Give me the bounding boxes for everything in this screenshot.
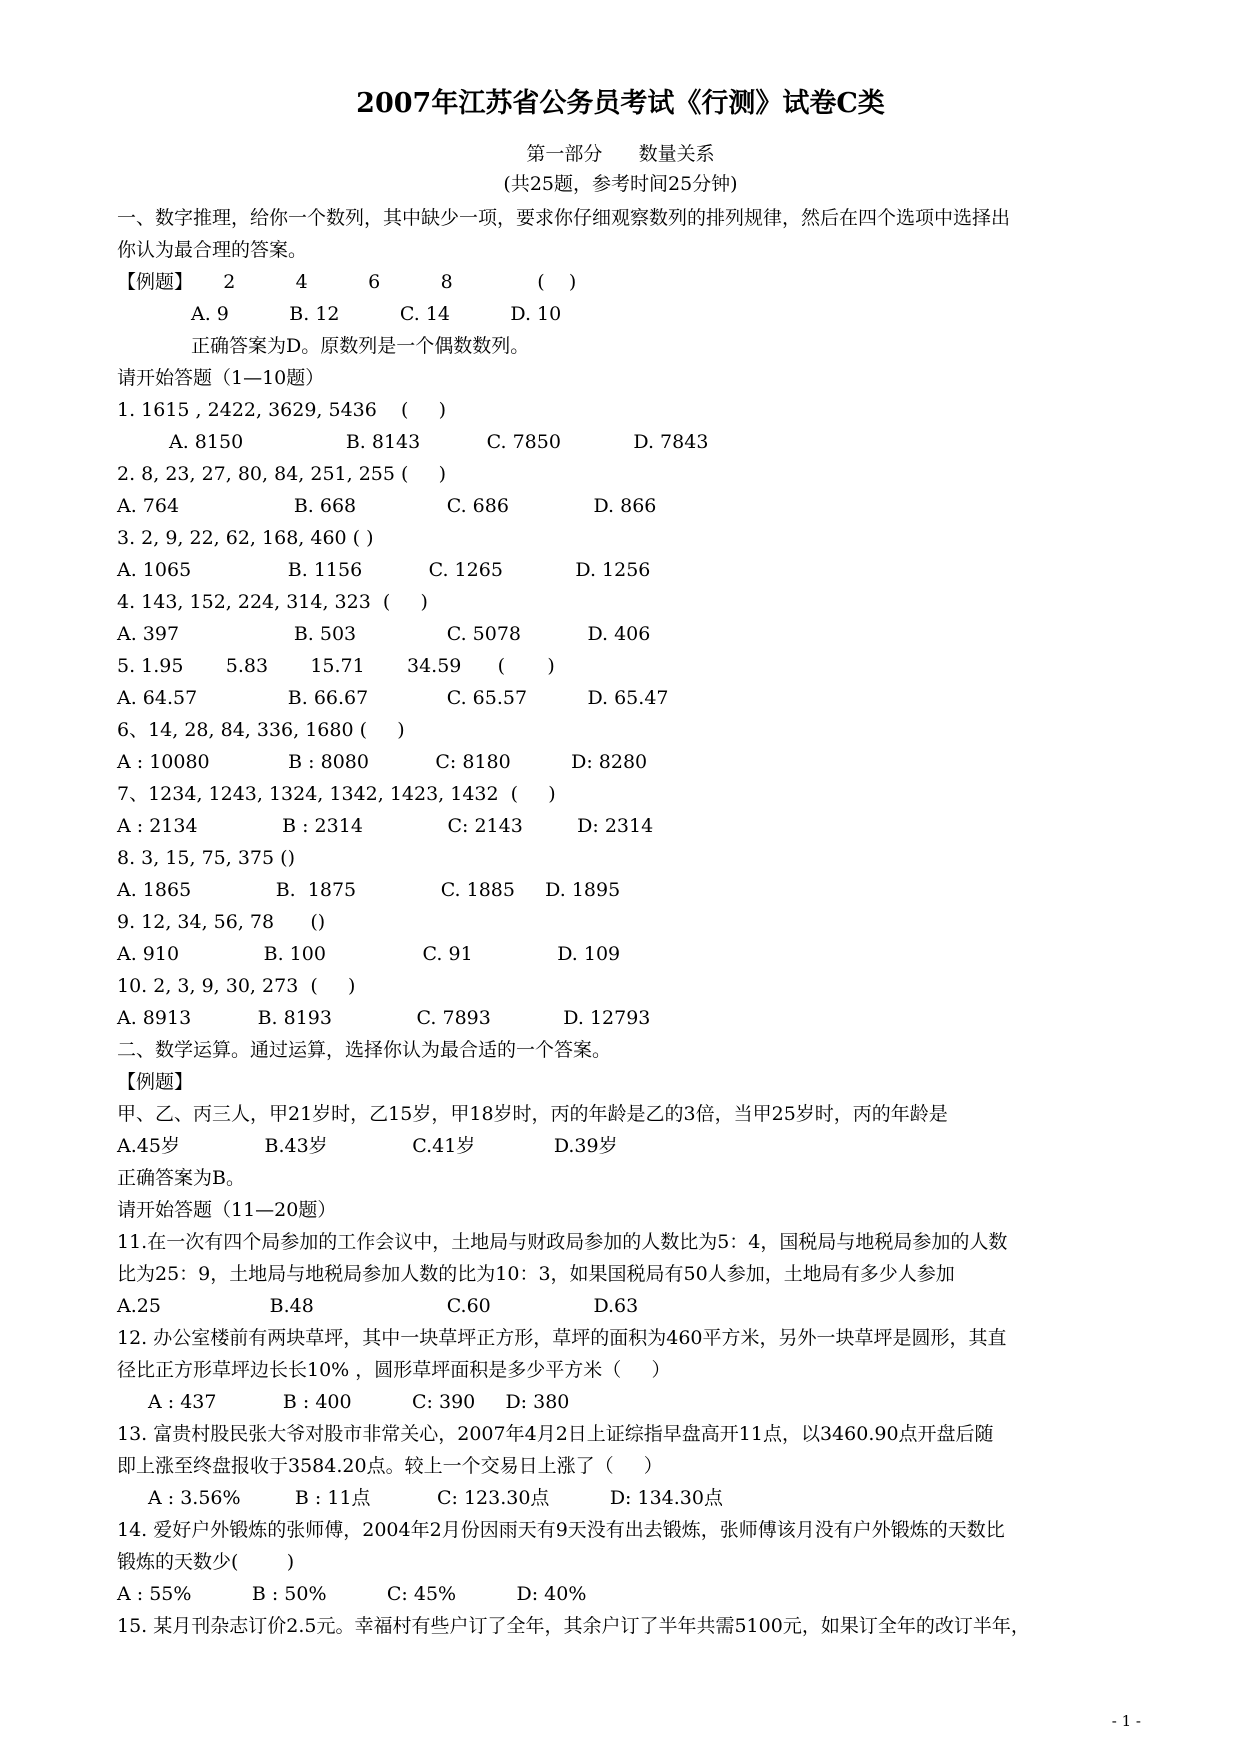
text-line: 4. 143, 152, 224, 314, 323 ( ) (117, 591, 428, 613)
text-line: 9. 12, 34, 56, 78 () (117, 911, 326, 933)
text-line: 一、数字推理，给你一个数列，其中缺少一项，要求你仔细观察数列的排列规律，然后在四个选项中选择出 (117, 207, 1011, 229)
text-line: A. 1065 B. 1156 C. 1265 D. 1256 (117, 559, 651, 581)
text-line: A. 9 B. 12 C. 14 D. 10 (191, 303, 562, 325)
text-line: A. 397 B. 503 C. 5078 D. 406 (117, 623, 651, 645)
text-line: 12. 办公室楼前有两块草坪，其中一块草坪正方形，草坪的面积为460平方米，另外一块草坪是圆形，其直 (117, 1327, 1007, 1349)
text-line: 5. 1.95 5.83 15.71 34.59 ( ) (117, 655, 555, 677)
text-line: 10. 2, 3, 9, 30, 273 ( ) (117, 975, 356, 997)
text-line: A. 764 B. 668 C. 686 D. 866 (117, 495, 657, 517)
text-line: 3. 2, 9, 22, 62, 168, 460 ( ) (117, 527, 374, 549)
text-line: 7、1234, 1243, 1324, 1342, 1423, 1432 ( ) (117, 783, 556, 805)
text-line: 14. 爱好户外锻炼的张师傅，2004年2月份因雨天有9天没有出去锻炼，张师傅该月没有户外锻炼的天数比 (117, 1519, 1005, 1541)
text-line: 15. 某月刊杂志订价2.5元。幸福村有些户订了全年，其余户订了半年共需5100元，如果订全年的改订半年， (117, 1615, 1030, 1637)
text-line: 正确答案为B。 (117, 1167, 245, 1189)
text-line: A. 8150 B. 8143 C. 7850 D. 7843 (169, 431, 709, 453)
text-line: 2. 8, 23, 27, 80, 84, 251, 255 ( ) (117, 463, 447, 485)
text-line: 径比正方形草坪边长长10% ，圆形草坪面积是多少平方米（ ） (117, 1359, 671, 1381)
text-line: A : 437 B : 400 C: 390 D: 380 (148, 1391, 570, 1413)
text-line: A.45岁 B.43岁 C.41岁 D.39岁 (117, 1135, 618, 1157)
text-line: 锻炼的天数少( ) (117, 1551, 295, 1573)
part-heading: 第一部分 数量关系 (526, 143, 715, 165)
text-line: A. 910 B. 100 C. 91 D. 109 (117, 943, 621, 965)
text-line: 13. 富贵村股民张大爷对股市非常关心，2007年4月2日上证综指早盘高开11点，以3460.90点开盘后随 (117, 1423, 994, 1445)
page-number: - 1 - (1111, 1712, 1141, 1730)
text-line: A. 1865 B. 1875 C. 1885 D. 1895 (117, 879, 621, 901)
text-line: 请开始答题（1—10题） (117, 367, 325, 389)
text-line: A. 64.57 B. 66.67 C. 65.57 D. 65.47 (117, 687, 669, 709)
text-line: A : 10080 B : 8080 C: 8180 D: 8280 (117, 751, 648, 773)
text-line: A : 2134 B : 2314 C: 2143 D: 2314 (117, 815, 654, 837)
text-line: 你认为最合理的答案。 (117, 239, 308, 261)
text-line: 8. 3, 15, 75, 375 () (117, 847, 295, 869)
text-line: 比为25：9，土地局与地税局参加人数的比为10：3，如果国税局有50人参加，土地局有多少人参加 (117, 1263, 955, 1285)
text-line: 11.在一次有四个局参加的工作会议中，土地局与财政局参加的人数比为5：4，国税局与地税局参加的人数 (117, 1231, 1008, 1253)
text-line: 即上涨至终盘报收于3584.20点。较上一个交易日上涨了（ ） (117, 1455, 663, 1477)
text-line: A : 55% B : 50% C: 45% D: 40% (117, 1583, 587, 1605)
text-line: A. 8913 B. 8193 C. 7893 D. 12793 (117, 1007, 651, 1029)
text-line: 6、14, 28, 84, 336, 1680 ( ) (117, 719, 405, 741)
document-title: 2007年江苏省公务员考试《行测》试卷C类 (356, 88, 885, 119)
text-line: 二、数学运算。通过运算，选择你认为最合适的一个答案。 (117, 1039, 612, 1061)
text-line: 请开始答题（11—20题） (117, 1199, 337, 1221)
text-line: 1. 1615 , 2422, 3629, 5436 ( ) (117, 399, 447, 421)
text-line: 甲、乙、丙三人，甲21岁时，乙15岁，甲18岁时，丙的年龄是乙的3倍，当甲25岁时，丙的年龄是 (117, 1103, 948, 1125)
text-line: A : 3.56% B : 11点 C: 123.30点 D: 134.30点 (148, 1487, 723, 1509)
text-line: A.25 B.48 C.60 D.63 (117, 1295, 639, 1317)
text-line: 【例题】 2 4 6 8 ( ) (117, 271, 577, 293)
time-note: (共25题，参考时间25分钟) (503, 173, 738, 195)
text-line: 【例题】 (117, 1071, 194, 1093)
text-line: 正确答案为D。原数列是一个偶数数列。 (191, 335, 530, 357)
